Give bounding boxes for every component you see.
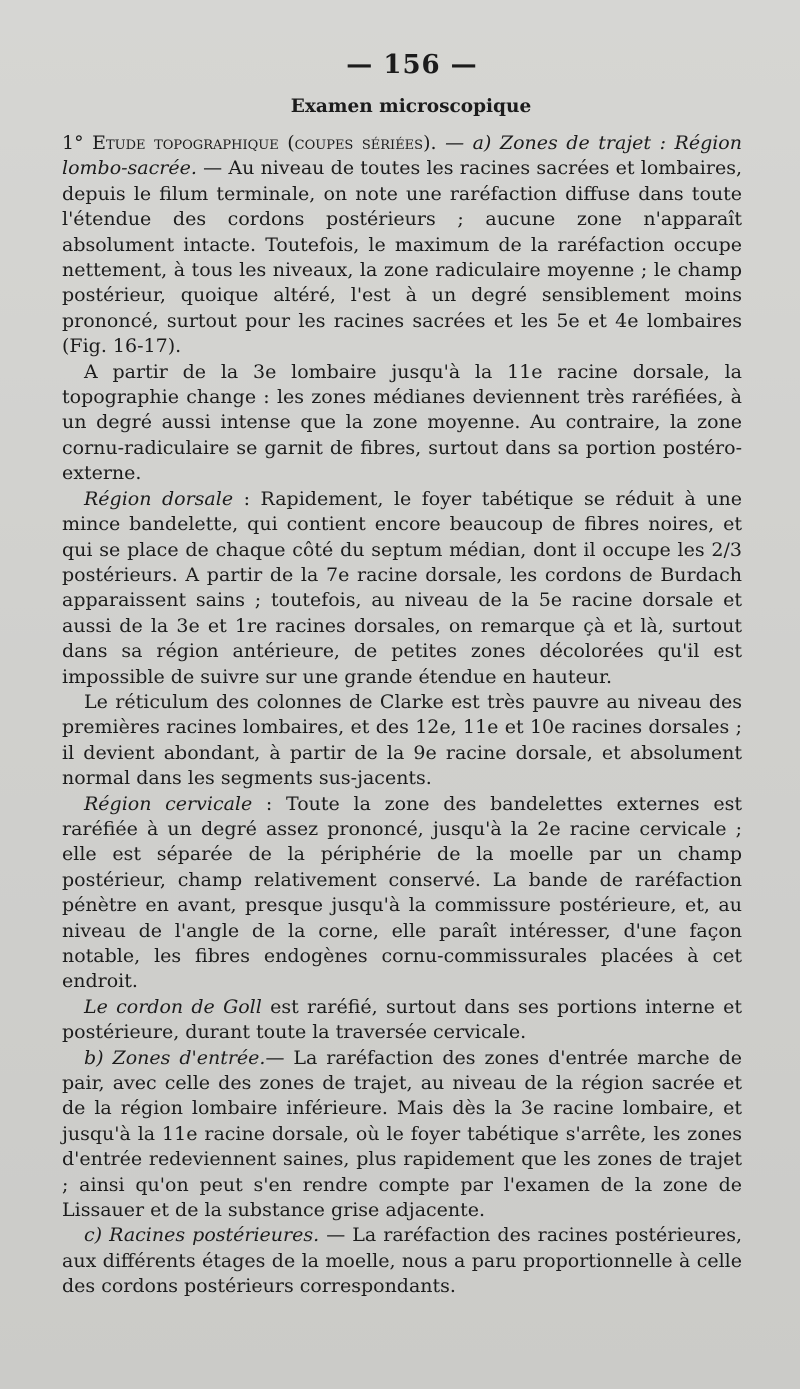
paragraph-clarke-columns: Le réticulum des colonnes de Clarke est très pauvre au niveau des premières racines lombaires, et des 12e, 11e et 10e racines dorsales ; il devient abondant, à partir de la 9e racine dorsale, et absolument normal dans les segments sus-jacents. — [62, 690, 742, 790]
paragraph-posterior-roots: c) Racines postérieures. — La raréfaction des racines postérieures, aux différents étages de la moelle, nous a paru proportionnelle à celle des cordons postérieurs correspondants. — [62, 1224, 743, 1298]
heading-posterior-roots: c) Racines postérieures. — [84, 1224, 320, 1247]
paragraph-lumbar-topography: A partir de la 3e lombaire jusqu'à la 11e racine dorsale, la topographie change : les zones médianes deviennent très raréfiées, à un degré aussi intense que la zone moyenne. Au contraire, la zone cornu-radiculaire se garnit de fibres, surtout dans sa portion postéro-externe. — [62, 360, 742, 485]
heading-entry-zones: b) Zones d'entrée. — [84, 1046, 266, 1069]
heading-cervical-region: Région cervicale — [84, 792, 253, 815]
heading-dorsal-region: Région dorsale — [84, 487, 234, 510]
heading-lumbo-sacral: — a) Zones de trajet : Région lombo-sacrée. — [62, 132, 742, 180]
paragraph-dorsal-region: Région dorsale : Rapidement, le foyer tabétique se réduit à une mince bandelette, qui contient encore beaucoup de fibres noires, et qui se place de chaque côté du septum médian, dont il occupe les 2/3 postérieurs. A partir de la 7e racine dorsale, les cordons de Burdach apparaissent sains ; toutefois, au niveau de la 5e racine dorsale et aussi de la 3e et 1re racines dorsales, on remarque çà et là, surtout dans sa région antérieure, de petites zones décolorées qu'il est impossible de suivre sur une grande étendue en hauteur. — [62, 487, 742, 688]
paragraph-topographic-study: 1° Etude topographique (coupes sériées). — a) Zones de trajet : Région lombo-sacrée. — Au niveau de toutes les racines sacrées et lombaires, depuis le filum terminale, on note une raréfaction diffuse dans toute l'étendue des cordons postérieurs ; aucune zone n'apparaît absolument intacte. Toutefois, le maximum de la raréfaction occupe nettement, à tous les niveaux, la zone radiculaire moyenne ; le champ postérieur, quoique altéré, l'est à un degré sensiblement moins prononcé, surtout pour les racines sacrées et les 5e et 4e lombaires (Fig. 16-17). — [62, 132, 742, 358]
paragraph-cervical-region: Région cervicale : Toute la zone des bandelettes externes est raréfiée à un degré assez prononcé, jusqu'à la 2e racine cervicale ; elle est séparée de la périphérie de la moelle par un champ postérieur, champ relativement conservé. La bande de raréfaction pénètre en avant, presque jusqu'à la commissure postérieure, et, au niveau de l'angle de la corne, elle paraît intéresser, d'une façon notable, les fibres endogènes cornu-commissurales placées à cet endroit. — [62, 792, 742, 993]
page-number: — 156 — — [346, 50, 478, 80]
heading-goll-cord: Le cordon de Goll — [84, 995, 262, 1018]
heading-topographic-study: Etude topographique (coupes sériées). — [92, 132, 437, 154]
section-title: Examen microscopique — [290, 96, 532, 117]
paragraph-goll-cord: Le cordon de Goll est raréfié, surtout dans ses portions interne et postérieure, durant toute la traversée cervicale. — [62, 995, 742, 1044]
body-text — [62, 131, 742, 1300]
paragraph-entry-zones: b) Zones d'entrée.— La raréfaction des zones d'entrée marche de pair, avec celle des zones de trajet, au niveau de la région sacrée et de la région lombaire inférieure. Mais dès la 3e racine lombaire, et jusqu'à la 11e racine dorsale, où le foyer tabétique s'arrête, les zones d'entrée redeviennent saines, plus rapidement que les zones de trajet ; ainsi qu'on peut s'en rendre compte par l'examen de la zone de Lissauer et de la substance grise adjacente. — [62, 1046, 742, 1222]
